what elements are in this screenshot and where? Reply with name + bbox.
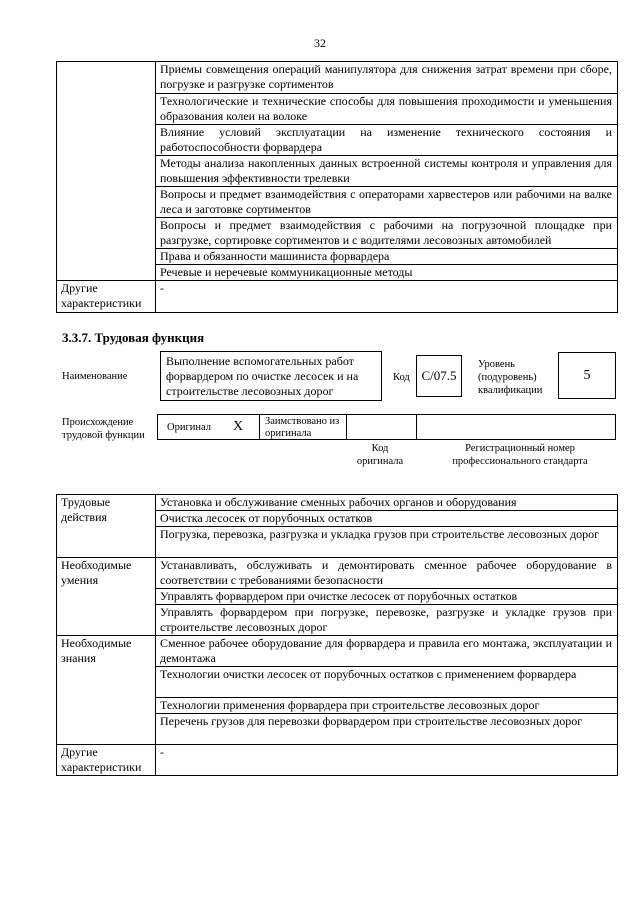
origin-divider bbox=[259, 415, 260, 439]
knowledge-item: Речевые и неречевые коммуникационные методы bbox=[156, 265, 618, 281]
skill-item: Управлять форвардером при погрузке, перевозке, разгрузке и укладке грузов при строительстве лесовозных дорог bbox=[156, 605, 618, 636]
section-heading: 3.3.7. Трудовая функция bbox=[62, 330, 205, 345]
skill-item: Управлять форвардером при очистке лесосек от порубочных остатков bbox=[156, 589, 618, 605]
other-characteristics-label: Другие характеристики bbox=[57, 281, 156, 313]
knowledge-item: Технологические и технические способы для повышения проходимости и уменьшения образования колеи на волоке bbox=[156, 94, 618, 125]
origin-divider bbox=[416, 415, 417, 439]
knowledge-table-continued bbox=[56, 61, 618, 313]
code-value: C/07.5 bbox=[421, 368, 457, 383]
knowledge-item: Перечень грузов для перевозки форвардером при строительстве лесовозных дорог bbox=[156, 714, 618, 745]
other-characteristics-value: - bbox=[156, 745, 618, 776]
labor-action-item: Погрузка, перевозка, разгрузка и укладка грузов при строительстве лесовозных дорог bbox=[156, 527, 618, 558]
original-label: Оригинал bbox=[167, 422, 211, 433]
level-box bbox=[558, 352, 616, 399]
labor-action-item: Очистка лесосек от порубочных остатков bbox=[156, 511, 618, 527]
other-characteristics-label: Другие характеристики bbox=[57, 745, 156, 776]
name-label: Наименование bbox=[62, 371, 128, 382]
knowledge-item: Вопросы и предмет взаимодействия с рабочими на погрузочной площадке при разгрузке, сортировке сортиментов и с водителями лесовозных автомобилей bbox=[156, 218, 618, 249]
code-box bbox=[416, 355, 462, 397]
level-value: 5 bbox=[583, 367, 591, 383]
origin-box bbox=[157, 414, 616, 440]
origin-label: Происхождение трудовой функции bbox=[62, 417, 145, 441]
knowledge-item: Вопросы и предмет взаимодействия с операторами харвестеров или рабочими на валке леса и заготовке сортиментов bbox=[156, 187, 618, 218]
knowledge-item: Методы анализа накопленных данных встроенной системы контроля и управления для повышения эффективности трелевки bbox=[156, 156, 618, 187]
knowledge-item: Приемы совмещения операций манипулятора для снижения затрат времени при сборе, погрузке и разгрузке сортиментов bbox=[156, 62, 618, 94]
labor-function-table bbox=[56, 494, 618, 776]
code-label: Код bbox=[393, 372, 410, 383]
origin-code-caption: Код оригинала bbox=[356, 443, 404, 467]
borrowed-label: Заимствовано из оригинала bbox=[265, 416, 340, 439]
function-name-box bbox=[160, 351, 382, 401]
function-name-value: Выполнение вспомогательных работ форвардером по очистке лесосек и на строительстве лесовозных дорог bbox=[166, 354, 359, 398]
required-knowledge-label: Необходимые знания bbox=[57, 636, 156, 745]
origin-divider bbox=[346, 415, 347, 439]
other-characteristics-value: - bbox=[156, 281, 618, 313]
original-mark: X bbox=[233, 419, 244, 434]
empty-label-cell bbox=[57, 62, 156, 281]
skill-item: Устанавливать, обслуживать и демонтировать сменное рабочее оборудование в соответствии с требованиями безопасности bbox=[156, 558, 618, 589]
page-number: 32 bbox=[314, 36, 326, 50]
labor-action-item: Установка и обслуживание сменных рабочих органов и оборудования bbox=[156, 495, 618, 511]
knowledge-item: Права и обязанности машиниста форвардера bbox=[156, 249, 618, 265]
knowledge-item: Технологии очистки лесосек от порубочных остатков с применением форвардера bbox=[156, 667, 618, 698]
labor-actions-label: Трудовые действия bbox=[57, 495, 156, 558]
required-skills-label: Необходимые умения bbox=[57, 558, 156, 636]
knowledge-item: Сменное рабочее оборудование для форвардера и правила его монтажа, эксплуатации и демонтажа bbox=[156, 636, 618, 667]
reg-number-caption: Регистрационный номер профессионального стандарта bbox=[452, 443, 588, 467]
level-label: Уровень (подуровень) квалификации bbox=[478, 359, 543, 396]
knowledge-item: Влияние условий эксплуатации на изменение технического состояния и работоспособности форвардера bbox=[156, 125, 618, 156]
knowledge-item: Технологии применения форвардера при строительстве лесовозных дорог bbox=[156, 698, 618, 714]
